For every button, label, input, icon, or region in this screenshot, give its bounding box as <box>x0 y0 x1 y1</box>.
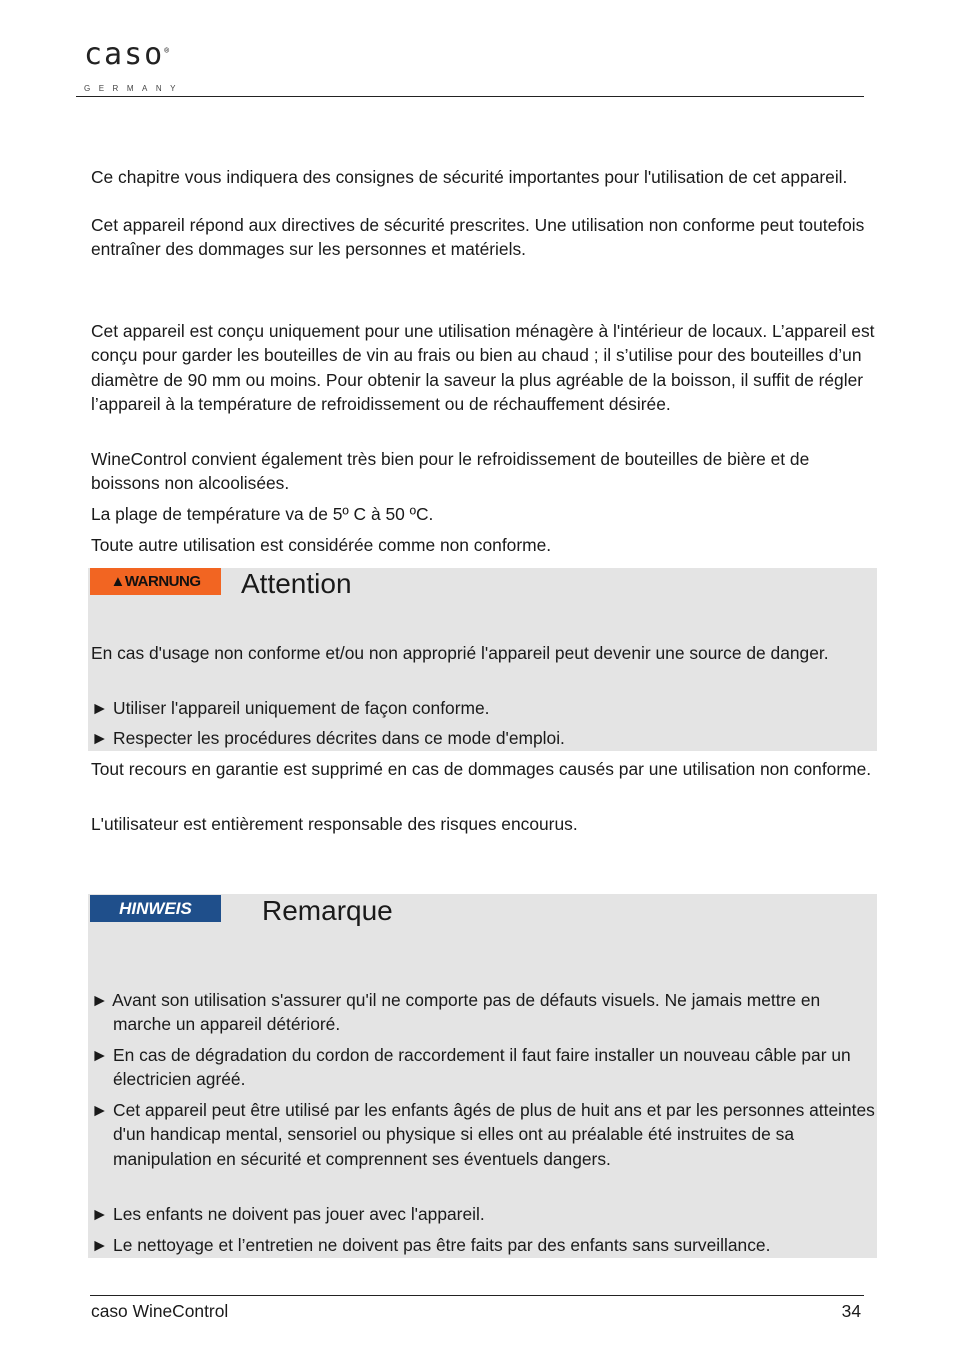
note-bullet-3: ► Cet appareil peut être utilisé par les enfants âgés de plus de huit ans et par les personnes atteintes d'un handicap mental, sensoriel ou physique si elles ont au préalable été instruites de sa manipulation en sécurité et comprennent ses éventuels dangers. <box>91 1100 875 1169</box>
warning-text: En cas d'usage non conforme et/ou non approprié l'appareil peut devenir une source de danger. <box>91 643 829 663</box>
guarantee-paragraph: Tout recours en garantie est supprimé en cas de dommages causés par une utilisation non conforme. <box>91 759 872 779</box>
usage-paragraph-2: WineControl convient également très bien pour le refroidissement de bouteilles de bière et de boissons non alcoolisées. <box>91 449 810 494</box>
intro-paragraph-2: Cet appareil répond aux directives de sécurité prescrites. Une utilisation non conforme peut toutefois entraîner des dommages sur les personnes et matériels. <box>91 215 865 260</box>
usage-paragraph-3: La plage de température va de 5º C à 50 ºC. <box>91 504 434 524</box>
warning-bullet-2: ► Respecter les procédures décrites dans ce mode d'emploi. <box>91 728 565 748</box>
usage-paragraph-1: Cet appareil est conçu uniquement pour une utilisation ménagère à l'intérieur de locaux. L’appareil est conçu pour garder les bouteilles de vin au frais ou bien au chaud ; il s’utilise pour des bouteilles d’un diamètre de 90 mm ou moins. Pour obtenir la saveur la plus agréable de la boisson, il suffit de régler l’appareil à la température de refroidissement ou de réchauffement désirée. <box>91 321 875 414</box>
note-bullet-1: ► Avant son utilisation s'assurer qu'il ne comporte pas de défauts visuels. Ne jamais mettre en marche un appareil détérioré. <box>91 990 821 1035</box>
warning-badge: ▲WARNUNG <box>90 568 221 595</box>
note-badge: HINWEIS <box>90 895 221 922</box>
page-number: 34 <box>841 1301 861 1321</box>
header-rule <box>76 96 864 97</box>
warning-title: Attention <box>241 568 352 599</box>
logo-wordmark: caso® <box>84 37 172 72</box>
footer-title: caso WineControl <box>91 1301 229 1321</box>
note-bullet-2: ► En cas de dégradation du cordon de raccordement il faut faire installer un nouveau câble par un électricien agréé. <box>91 1045 851 1090</box>
responsibility-paragraph: L'utilisateur est entièrement responsable des risques encourus. <box>91 814 578 834</box>
note-bullet-4: ► Les enfants ne doivent pas jouer avec l'appareil. <box>91 1204 485 1224</box>
note-title: Remarque <box>262 895 393 926</box>
note-bullet-5: ► Le nettoyage et l’entretien ne doivent pas être faits par des enfants sans surveillance. <box>91 1235 771 1255</box>
caso-logo <box>84 36 202 96</box>
logo-subtitle: GERMANY <box>84 84 184 93</box>
intro-paragraph-1: Ce chapitre vous indiquera des consignes de sécurité importantes pour l'utilisation de cet appareil. <box>91 167 848 187</box>
footer-rule <box>90 1295 864 1296</box>
warning-bullet-1: ► Utiliser l'appareil uniquement de façon conforme. <box>91 698 490 718</box>
usage-paragraph-4: Toute autre utilisation est considérée comme non conforme. <box>91 535 552 555</box>
